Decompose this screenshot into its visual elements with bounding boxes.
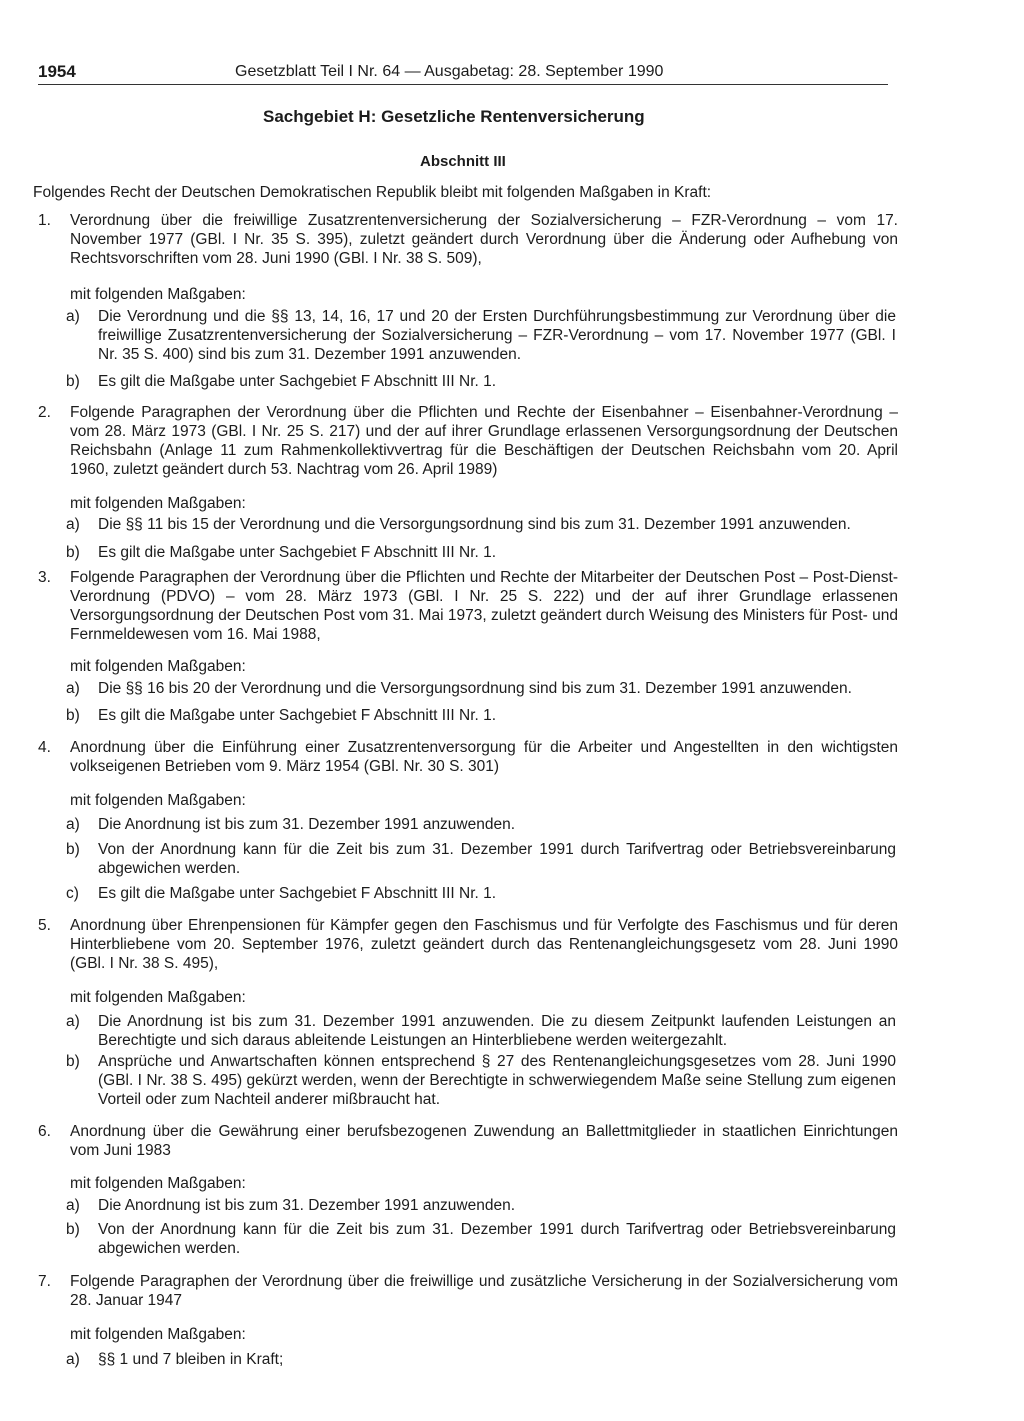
sub-item-text: §§ 1 und 7 bleiben in Kraft; — [98, 1351, 284, 1368]
sub-item — [66, 884, 896, 903]
item-text: Anordnung über die Gewährung einer berufsbezogenen Zuwendung an Ballettmitglieder in staatlichen Einrichtungen vom Juni 1983 — [70, 1123, 898, 1159]
sub-item — [66, 372, 896, 391]
item-text: Anordnung über Ehrenpensionen für Kämpfer gegen den Faschismus und für Verfolgte des Faschismus und für deren Hinterbliebene vom 20. September 1976, zuletzt geändert durch das Rentenangleichungsgesetz vom 28. Juni 1990 (GBl. I Nr. 38 S. 495), — [70, 917, 898, 972]
list-item — [38, 1272, 898, 1310]
sub-item-letter: a) — [66, 308, 80, 325]
sub-item-text: Die §§ 16 bis 20 der Verordnung und die Versorgungsordnung sind bis zum 31. Dezember 1991 anzuwenden. — [98, 680, 852, 697]
sub-item — [66, 815, 896, 834]
sub-item-letter: c) — [66, 885, 79, 902]
sub-item — [66, 1196, 896, 1215]
sub-item-letter: b) — [66, 544, 80, 561]
sub-item — [66, 1350, 896, 1369]
provisos-label: mit folgenden Maßgaben: — [70, 989, 246, 1006]
sub-item-text: Es gilt die Maßgabe unter Sachgebiet F Abschnitt III Nr. 1. — [98, 885, 497, 902]
sub-item-letter: b) — [66, 841, 80, 858]
item-number: 6. — [38, 1123, 51, 1140]
sub-item — [66, 515, 896, 534]
sub-item-text: Es gilt die Maßgabe unter Sachgebiet F Abschnitt III Nr. 1. — [98, 707, 497, 724]
sub-item-letter: b) — [66, 707, 80, 724]
provisos-label: mit folgenden Maßgaben: — [70, 658, 246, 675]
provisos-label: mit folgenden Maßgaben: — [70, 495, 246, 512]
sub-item-letter: a) — [66, 816, 80, 833]
sub-item-text: Die Anordnung ist bis zum 31. Dezember 1991 anzuwenden. Die zu diesem Zeitpunkt laufenden Leistungen an Berechtigte und sich daraus ableitende Leistungen an Hinterbliebene werden weitergezahlt. — [98, 1013, 896, 1049]
item-number: 5. — [38, 917, 51, 934]
list-item — [38, 403, 898, 479]
section-title: Sachgebiet H: Gesetzliche Rentenversicherung — [263, 107, 645, 126]
sub-item-letter: a) — [66, 1351, 80, 1368]
intro-paragraph: Folgendes Recht der Deutschen Demokratischen Republik bleibt mit folgenden Maßgaben in Kraft: — [33, 184, 712, 201]
sub-item-text: Von der Anordnung kann für die Zeit bis zum 31. Dezember 1991 durch Tarifvertrag oder Betriebsvereinbarung abgewichen werden. — [98, 1221, 896, 1257]
sub-item — [66, 840, 896, 878]
list-item — [38, 211, 898, 268]
sub-item — [66, 307, 896, 364]
item-text: Folgende Paragraphen der Verordnung über die Pflichten und Rechte der Eisenbahner – Eisenbahner-Verordnung – vom 28. März 1973 (GBl. I Nr. 25 S. 217) und der auf ihrer Grundlage erlassenen Versorgungsordnung der Deutschen Reichsbahn (Anlage 11 zum Rahmenkollektivvertrag für die Beschäftigen der Deutschen Reichsbahn vom 20. April 1960, zuletzt geändert durch 53. Nachtrag vom 26. April 1989) — [70, 404, 898, 478]
sub-item-text: Es gilt die Maßgabe unter Sachgebiet F Abschnitt III Nr. 1. — [98, 544, 497, 561]
item-text: Verordnung über die freiwillige Zusatzrentenversicherung der Sozialversicherung – FZR-Verordnung – vom 17. November 1977 (GBl. I Nr. 35 S. 395), zuletzt geändert durch Verordnung über die Änderung oder Aufhebung von Rechtsvorschriften vom 28. Juni 1990 (GBl. I Nr. 38 S. 509), — [70, 212, 898, 267]
provisos-label: mit folgenden Maßgaben: — [70, 286, 246, 303]
item-number: 7. — [38, 1273, 51, 1290]
item-text: Folgende Paragraphen der Verordnung über die freiwillige und zusätzliche Versicherung in der Sozialversicherung vom 28. Januar 1947 — [70, 1273, 898, 1309]
list-item — [38, 568, 898, 644]
provisos-label: mit folgenden Maßgaben: — [70, 1326, 246, 1343]
sub-item-letter: a) — [66, 680, 80, 697]
list-item — [38, 738, 898, 776]
sub-item — [66, 1012, 896, 1050]
running-head: Gesetzblatt Teil I Nr. 64 — Ausgabetag: 28. September 1990 — [235, 63, 664, 80]
item-text: Folgende Paragraphen der Verordnung über die Pflichten und Rechte der Mitarbeiter der Deutschen Post – Post-Dienst-Verordnung (PDVO) – vom 28. März 1973 (GBl. I Nr. 25 S. 222) und der auf ihrer Grundlage erlassenen Versorgungsordnung der Deutschen Post vom 31. Mai 1973, zuletzt geändert durch Weisung des Ministers für Post- und Fernmeldewesen vom 16. Mai 1988, — [70, 569, 898, 643]
sub-item-text: Die Anordnung ist bis zum 31. Dezember 1991 anzuwenden. — [98, 816, 516, 833]
sub-item — [66, 1052, 896, 1109]
sub-item-letter: a) — [66, 516, 80, 533]
sub-item-letter: a) — [66, 1013, 80, 1030]
sub-item — [66, 679, 896, 698]
list-item — [38, 1122, 898, 1160]
sub-item-text: Die §§ 11 bis 15 der Verordnung und die Versorgungsordnung sind bis zum 31. Dezember 1991 anzuwenden. — [98, 516, 851, 533]
sub-item-letter: b) — [66, 1053, 80, 1070]
sub-item-letter: a) — [66, 1197, 80, 1214]
item-number: 2. — [38, 404, 51, 421]
sub-item — [66, 543, 896, 562]
item-number: 3. — [38, 569, 51, 586]
page-number: 1954 — [38, 62, 76, 81]
sub-item-text: Von der Anordnung kann für die Zeit bis zum 31. Dezember 1991 durch Tarifvertrag oder Betriebsvereinbarung abgewichen werden. — [98, 841, 896, 877]
item-number: 4. — [38, 739, 51, 756]
sub-item-text: Es gilt die Maßgabe unter Sachgebiet F Abschnitt III Nr. 1. — [98, 373, 497, 390]
subsection-title: Abschnitt III — [420, 153, 506, 170]
item-text: Anordnung über die Einführung einer Zusatzrentenversorgung für die Arbeiter und Angestellten in den wichtigsten volkseigenen Betrieben vom 9. März 1954 (GBl. Nr. 30 S. 301) — [70, 739, 898, 775]
provisos-label: mit folgenden Maßgaben: — [70, 1175, 246, 1192]
item-number: 1. — [38, 212, 51, 229]
sub-item-text: Die Verordnung und die §§ 13, 14, 16, 17 und 20 der Ersten Durchführungsbestimmung zur Verordnung über die freiwillige Zusatzrentenversicherung der Sozialversicherung – FZR-Verordnung – vom 17. November 1977 (GBl. I Nr. 35 S. 400) sind bis zum 31. Dezember 1991 anzuwenden. — [98, 308, 896, 363]
sub-item-text: Die Anordnung ist bis zum 31. Dezember 1991 anzuwenden. — [98, 1197, 516, 1214]
sub-item-text: Ansprüche und Anwartschaften können entsprechend § 27 des Rentenangleichungsgesetzes vom 28. Juni 1990 (GBl. I Nr. 38 S. 495) gekürzt werden, wenn der Berechtigte in schwerwiegendem Maße seine Stellung zum eigenen Vorteil oder zum Nachteil anderer mißbraucht hat. — [98, 1053, 896, 1108]
sub-item-letter: b) — [66, 373, 80, 390]
sub-item — [66, 1220, 896, 1258]
page-header — [38, 62, 888, 85]
list-item — [38, 916, 898, 973]
sub-item-letter: b) — [66, 1221, 80, 1238]
provisos-label: mit folgenden Maßgaben: — [70, 792, 246, 809]
sub-item — [66, 706, 896, 725]
